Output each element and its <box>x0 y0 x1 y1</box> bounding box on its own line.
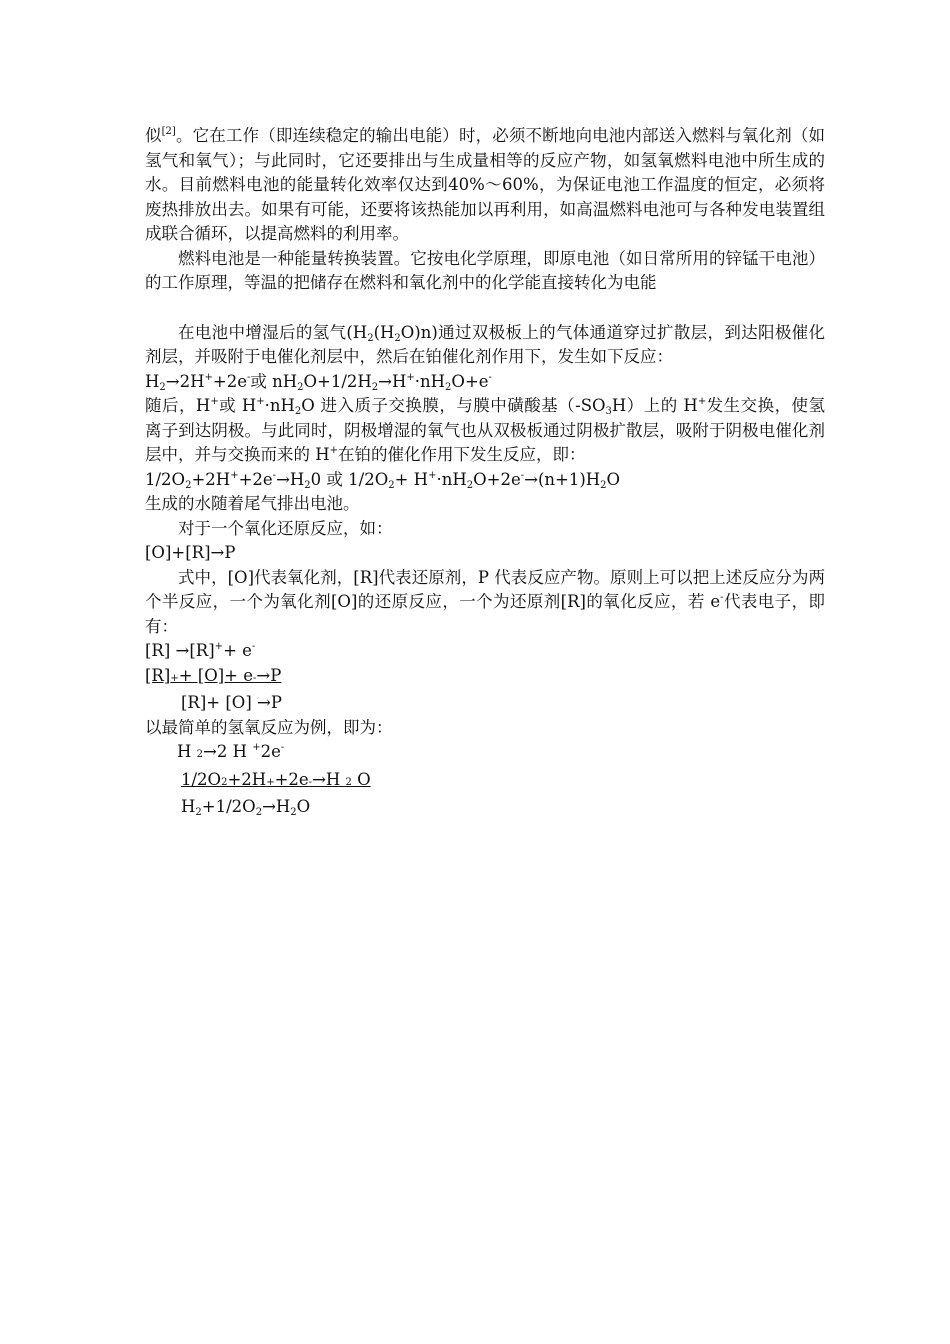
paragraph-half-reactions: 式中，[O]代表氧化剂，[R]代表还原剂，P 代表反应产物。原则上可以把上述反应分为两个半反应，一个为氧化剂[O]的还原反应，一个为还原剂[R]的氧化反应，若 e-代表电子，即有： <box>145 567 825 636</box>
equation-hydrogen-oxygen-overall: $H_2+1/2O_2\to H_2O$ <box>181 797 311 818</box>
equation-anode: $H_2\to 2H^++2e^-$或 $nH_2O+1/2H_2\to H^+\cdot nH_2O+e^-$ <box>145 371 492 393</box>
equation-cathode: $1/2O_2+2H^++2e^-\to H_20$ 或 $1/2O_2+ H^+\cdot nH_2O+2e^-\to(n+1)H_2O$ <box>145 469 621 491</box>
blank-line <box>145 296 825 321</box>
text-example-intro: 以最简单的氢氧反应为例，即为： <box>145 717 393 737</box>
equation-redox: [O]+[R]→P <box>145 543 236 562</box>
paragraph-cathode-reaction: 随后，H+或 $H^+\cdot nH_2O$ 进入质子交换膜，与膜中磺酸基$(-SO_3H)$上的 H+发生交换，使氢离子到达阴极。与此同时，阴极增湿的氧气也从双极板通过阴极扩散层，吸附于阴极电催化剂层中，并与交换而来的 H+在铂的催化作用下发生反应，即： <box>145 396 826 464</box>
document-body <box>145 124 825 820</box>
paragraph-energy-conversion: 燃料电池是一种能量转换装置。它按电化学原理，即原电池（如日常所用的锌锰干电池）的工作原理，等温的把储存在燃料和氧化剂中的化学能直接转化为电能 <box>145 248 825 292</box>
equation-hydrogen-half: H 2→2 H +2e- <box>177 742 285 761</box>
paragraph-anode-reaction: 在电池中增湿后的氢气$(H_2(H_2O)n)$通过双极板上的气体通道穿过扩散层，到达阳极催化剂层，并吸附于电催化剂层中，然后在铂催化剂作用下，发生如下反应： <box>145 322 826 366</box>
paragraph-fuel-cell-operation: 似[2]。它在工作（即连续稳定的输出电能）时，必须不断地向电池内部送入燃料与氧化剂（如氢气和氧气）；与此同时，它还要排出与生成量相等的反应产物，如氢氧燃料电池中所生成的水。目前燃料电池的能量转化效率仅达到40%～60%，为保证电池工作温度的恒定，必须将废热排放出去。如果有可能，还要将该热能加以再利用，如高温燃料电池可与各种发电装置组成联合循环，以提高燃料的利用率。 <box>145 126 826 243</box>
equation-oxygen-half: 1/2O2+2H++2e-→H 2 O <box>181 769 371 789</box>
equation-oxidation-half: [R] →[R]++ e- <box>145 641 256 660</box>
text-water-exhaust: 生成的水随着尾气排出电池。 <box>145 494 360 513</box>
text-redox-intro: 对于一个氧化还原反应，如： <box>178 518 393 538</box>
equation-reduction-half: [R]++ [O]+ e-→P <box>145 665 282 685</box>
citation-ref: [2] <box>161 126 176 137</box>
equation-overall-redox: [R]+ [O] →P <box>181 693 282 712</box>
